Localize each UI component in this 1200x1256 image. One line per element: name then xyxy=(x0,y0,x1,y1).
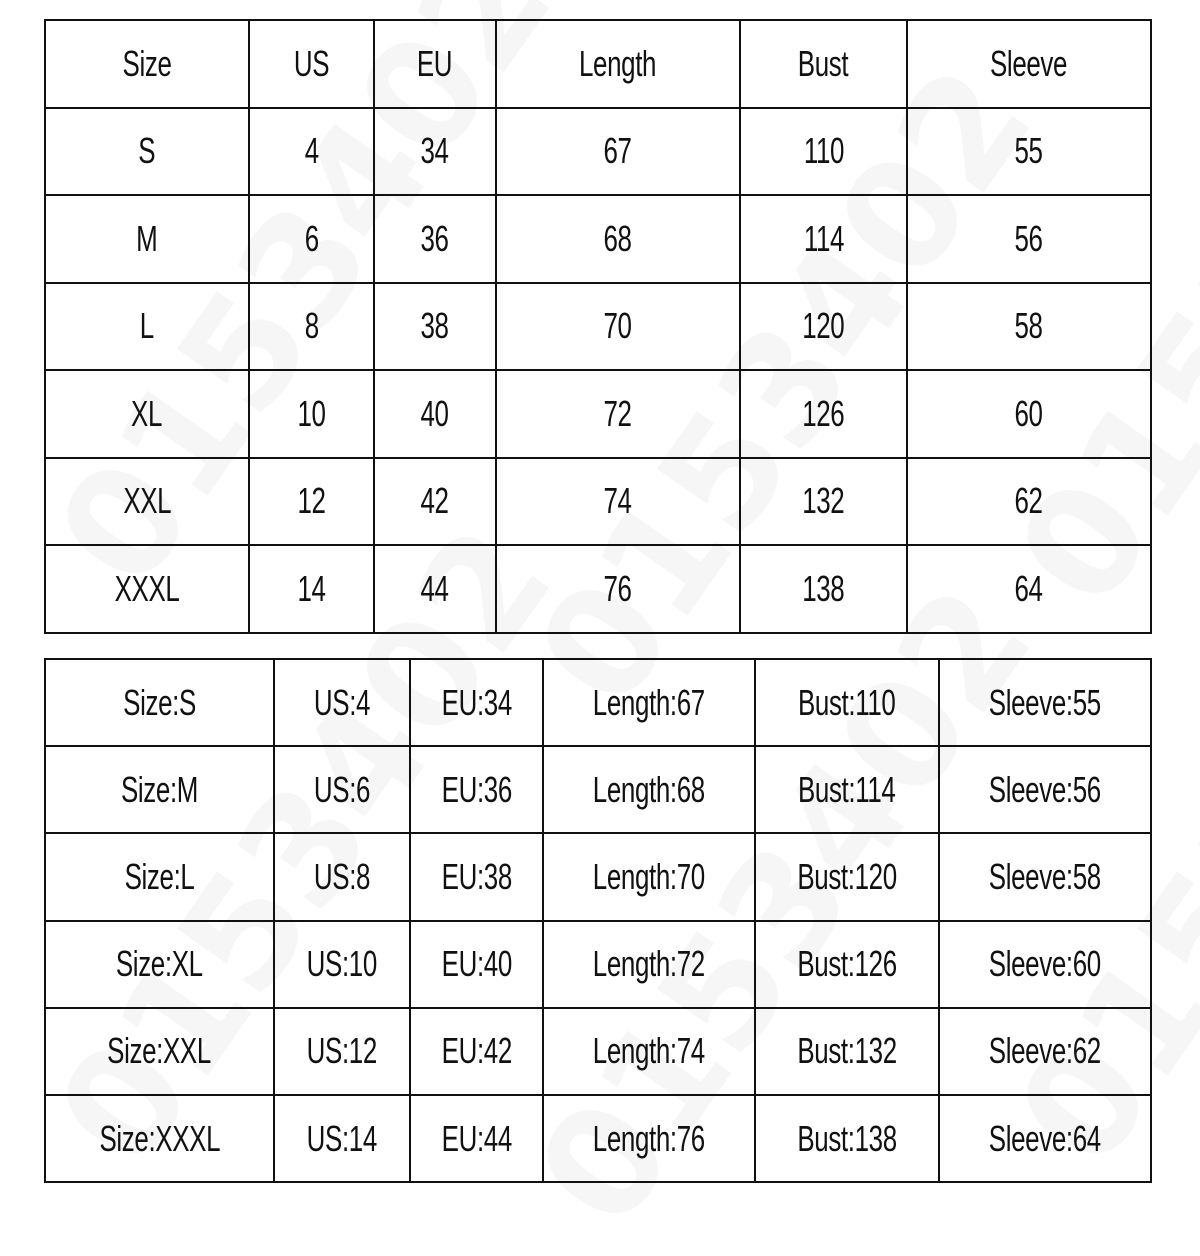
cell-sleeve: Sleeve:56 xyxy=(939,746,1151,833)
table-row xyxy=(45,833,1151,920)
cell-length: Length:74 xyxy=(543,1008,755,1095)
cell-us: 8 xyxy=(249,283,374,371)
cell-us: 10 xyxy=(249,370,374,458)
table-row xyxy=(45,545,1151,633)
table-row xyxy=(45,659,1151,746)
cell-us: 4 xyxy=(249,108,374,196)
cell-bust: Bust:138 xyxy=(755,1095,939,1182)
cell-eu: EU:34 xyxy=(410,659,543,746)
cell-length: 70 xyxy=(496,283,740,371)
table-row xyxy=(45,108,1151,196)
cell-sleeve: Sleeve:60 xyxy=(939,921,1151,1008)
cell-us: US:8 xyxy=(274,833,410,920)
cell-eu: 42 xyxy=(374,458,496,546)
cell-us: 12 xyxy=(249,458,374,546)
table-row xyxy=(45,458,1151,546)
cell-eu: 44 xyxy=(374,545,496,633)
table-row xyxy=(45,195,1151,283)
cell-size: XXXL xyxy=(45,545,249,633)
cell-length: Length:70 xyxy=(543,833,755,920)
table-header-row xyxy=(45,20,1151,108)
cell-size: XL xyxy=(45,370,249,458)
header-bust: Bust xyxy=(740,20,907,108)
cell-bust: Bust:114 xyxy=(755,746,939,833)
cell-us: US:10 xyxy=(274,921,410,1008)
cell-us: US:14 xyxy=(274,1095,410,1182)
size-chart-table xyxy=(44,19,1152,634)
cell-sleeve: Sleeve:58 xyxy=(939,833,1151,920)
cell-eu: 36 xyxy=(374,195,496,283)
header-eu: EU xyxy=(374,20,496,108)
cell-eu: 38 xyxy=(374,283,496,371)
cell-size: Size:L xyxy=(45,833,274,920)
cell-size: Size:S xyxy=(45,659,274,746)
header-us: US xyxy=(249,20,374,108)
header-size: Size xyxy=(45,20,249,108)
cell-size: XXL xyxy=(45,458,249,546)
cell-sleeve: 58 xyxy=(907,283,1151,371)
cell-length: 74 xyxy=(496,458,740,546)
cell-bust: 132 xyxy=(740,458,907,546)
cell-eu: EU:44 xyxy=(410,1095,543,1182)
cell-length: 76 xyxy=(496,545,740,633)
cell-bust: Bust:120 xyxy=(755,833,939,920)
cell-us: US:12 xyxy=(274,1008,410,1095)
table-row xyxy=(45,1008,1151,1095)
cell-size: M xyxy=(45,195,249,283)
cell-sleeve: Sleeve:55 xyxy=(939,659,1151,746)
cell-bust: 114 xyxy=(740,195,907,283)
cell-size: Size:XXXL xyxy=(45,1095,274,1182)
cell-size: Size:XXL xyxy=(45,1008,274,1095)
cell-bust: 120 xyxy=(740,283,907,371)
cell-size: S xyxy=(45,108,249,196)
cell-size: Size:XL xyxy=(45,921,274,1008)
cell-length: 67 xyxy=(496,108,740,196)
cell-bust: Bust:132 xyxy=(755,1008,939,1095)
cell-sleeve: 64 xyxy=(907,545,1151,633)
table-row xyxy=(45,370,1151,458)
cell-length: Length:67 xyxy=(543,659,755,746)
header-sleeve: Sleeve xyxy=(907,20,1151,108)
cell-size: Size:M xyxy=(45,746,274,833)
cell-sleeve: Sleeve:62 xyxy=(939,1008,1151,1095)
cell-eu: EU:42 xyxy=(410,1008,543,1095)
cell-length: Length:72 xyxy=(543,921,755,1008)
cell-eu: 40 xyxy=(374,370,496,458)
cell-sleeve: 60 xyxy=(907,370,1151,458)
cell-bust: Bust:126 xyxy=(755,921,939,1008)
cell-sleeve: 62 xyxy=(907,458,1151,546)
size-label-table xyxy=(44,658,1152,1183)
table-row xyxy=(45,1095,1151,1182)
cell-sleeve: 55 xyxy=(907,108,1151,196)
cell-eu: EU:36 xyxy=(410,746,543,833)
cell-bust: 110 xyxy=(740,108,907,196)
table-row xyxy=(45,283,1151,371)
table-row xyxy=(45,746,1151,833)
table-row xyxy=(45,921,1151,1008)
cell-eu: 34 xyxy=(374,108,496,196)
cell-us: US:4 xyxy=(274,659,410,746)
cell-length: 72 xyxy=(496,370,740,458)
cell-sleeve: Sleeve:64 xyxy=(939,1095,1151,1182)
cell-us: 6 xyxy=(249,195,374,283)
cell-us: US:6 xyxy=(274,746,410,833)
cell-bust: 126 xyxy=(740,370,907,458)
cell-sleeve: 56 xyxy=(907,195,1151,283)
cell-eu: EU:40 xyxy=(410,921,543,1008)
cell-us: 14 xyxy=(249,545,374,633)
header-length: Length xyxy=(496,20,740,108)
cell-size: L xyxy=(45,283,249,371)
cell-bust: Bust:110 xyxy=(755,659,939,746)
cell-length: Length:68 xyxy=(543,746,755,833)
cell-length: Length:76 xyxy=(543,1095,755,1182)
cell-length: 68 xyxy=(496,195,740,283)
cell-eu: EU:38 xyxy=(410,833,543,920)
cell-bust: 138 xyxy=(740,545,907,633)
